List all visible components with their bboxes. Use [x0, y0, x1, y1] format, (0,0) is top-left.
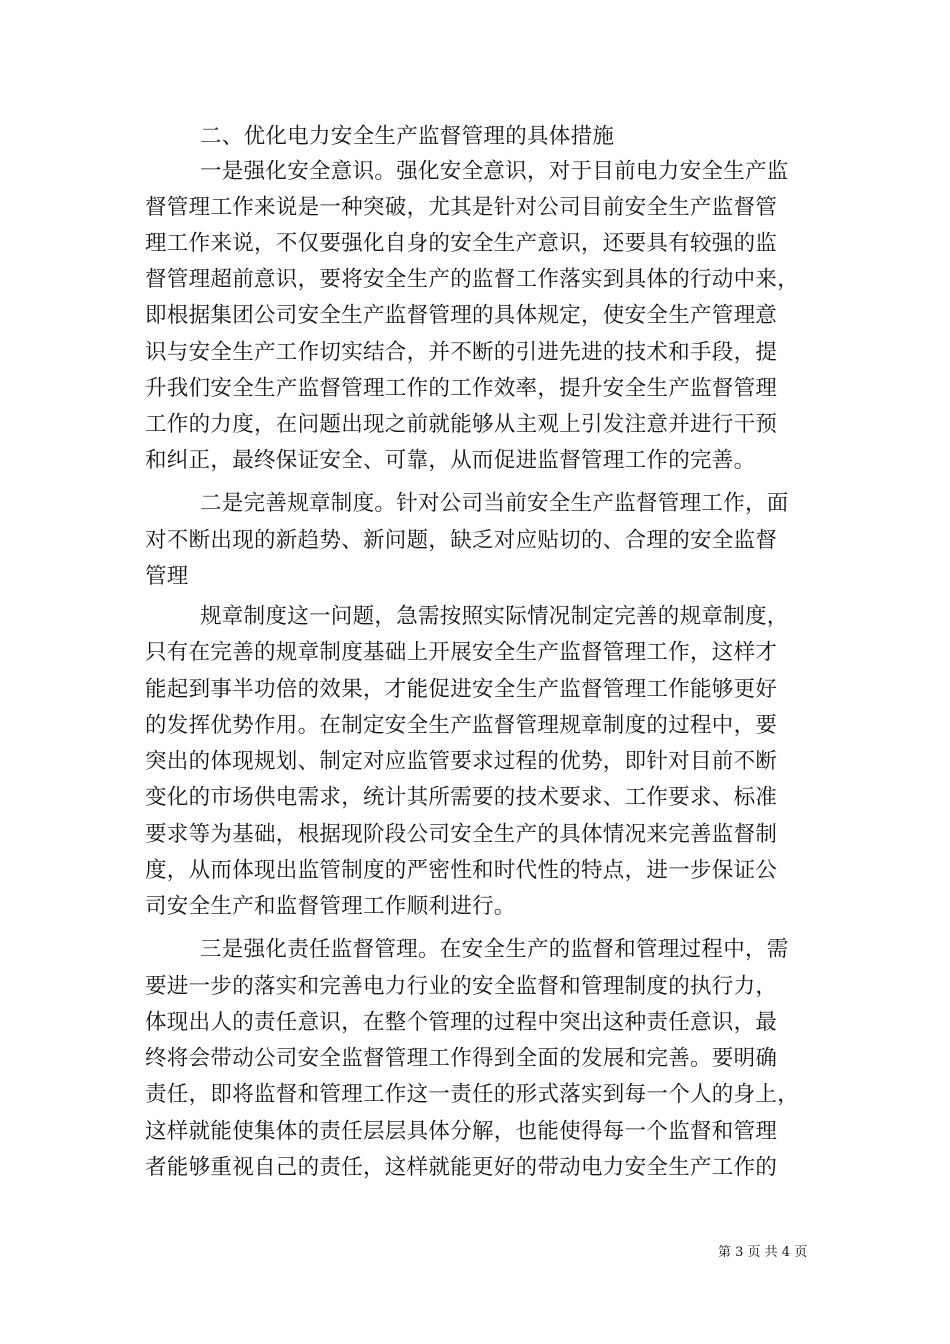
- paragraph-line: 即根据集团公司安全生产监督管理的具体规定，使安全生产管理意: [145, 303, 778, 328]
- paragraph-line: 体现出人的责任意识，在整个管理的过程中突出这种责任意识，最: [145, 1010, 778, 1035]
- paragraph-line: 升我们安全生产监督管理工作的工作效率，提升安全生产监督管理: [145, 376, 778, 401]
- paragraph-line: 管理: [145, 564, 189, 589]
- page-number: 第 3 页 共 4 页: [718, 1245, 808, 1260]
- paragraph-line: 和纠正，最终保证安全、可靠，从而促进监督管理工作的完善。: [145, 448, 756, 473]
- paragraph-line: 要求等为基础，根据现阶段公司安全生产的具体情况来完善监督制: [145, 822, 778, 847]
- section-heading: 二、优化电力安全生产监督管理的具体措施: [200, 124, 615, 149]
- paragraph-line: 者能够重视自己的责任，这样就能更好的带动电力安全生产工作的: [145, 1155, 778, 1180]
- paragraph-line: 司安全生产和监督管理工作顺利进行。: [145, 894, 516, 919]
- paragraph-line: 三是强化责任监督管理。在安全生产的监督和管理过程中，需: [200, 937, 789, 962]
- paragraph-line: 识与安全生产工作切实结合，并不断的引进先进的技术和手段，提: [145, 340, 778, 365]
- paragraph-line: 终将会带动公司安全监督管理工作得到全面的发展和完善。要明确: [145, 1046, 778, 1071]
- paragraph-line: 的发挥优势作用。在制定安全生产监督管理规章制度的过程中，要: [145, 713, 778, 738]
- paragraph-line: 督管理超前意识，要将安全生产的监督工作落实到具体的行动中来，: [145, 267, 800, 292]
- paragraph-line: 一是强化安全意识。强化安全意识，对于目前电力安全生产监: [200, 159, 789, 184]
- paragraph-line: 变化的市场供电需求，统计其所需要的技术要求、工作要求、标准: [145, 785, 778, 810]
- paragraph-line: 度，从而体现出监管制度的严密性和时代性的特点，进一步保证公: [145, 858, 778, 883]
- paragraph-line: 责任，即将监督和管理工作这一责任的形式落实到每一个人的身上，: [145, 1082, 800, 1107]
- paragraph-line: 理工作来说，不仅要强化自身的安全生产意识，还要具有较强的监: [145, 231, 778, 256]
- paragraph-line: 督管理工作来说是一种突破，尤其是针对公司目前安全生产监督管: [145, 195, 778, 220]
- paragraph-line: 二是完善规章制度。针对公司当前安全生产监督管理工作，面: [200, 491, 789, 516]
- paragraph-line: 只有在完善的规章制度基础上开展安全生产监督管理工作，这样才: [145, 640, 778, 665]
- paragraph-line: 工作的力度，在问题出现之前就能够从主观上引发注意并进行干预: [145, 412, 778, 437]
- paragraph-line: 规章制度这一问题，急需按照实际情况制定完善的规章制度，: [200, 604, 789, 629]
- paragraph-line: 对不断出现的新趋势、新问题，缺乏对应贴切的、合理的安全监督: [145, 528, 778, 553]
- paragraph-line: 这样就能使集体的责任层层具体分解，也能使得每一个监督和管理: [145, 1119, 778, 1144]
- paragraph-line: 突出的体现规划、制定对应监管要求过程的优势，即针对目前不断: [145, 749, 778, 774]
- paragraph-line: 要进一步的落实和完善电力行业的安全监督和管理制度的执行力，: [145, 974, 778, 999]
- paragraph-line: 能起到事半功倍的效果，才能促进安全生产监督管理工作能够更好: [145, 677, 778, 702]
